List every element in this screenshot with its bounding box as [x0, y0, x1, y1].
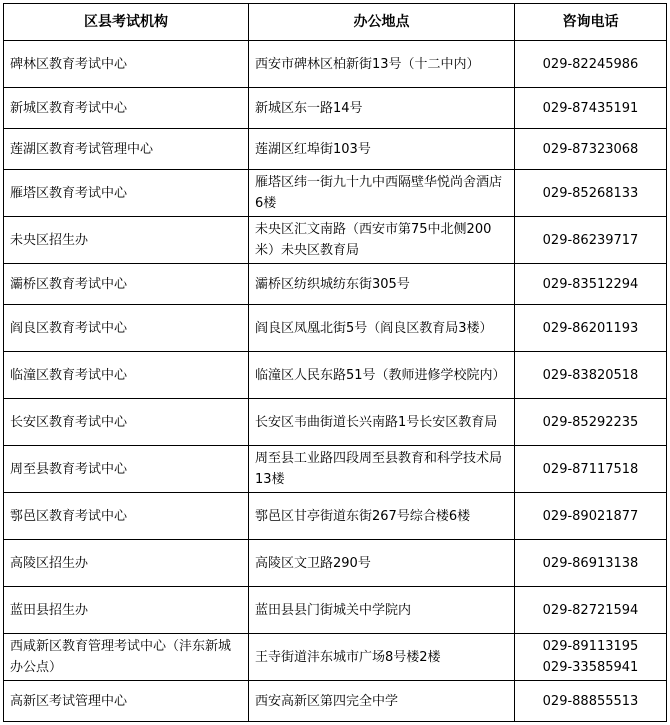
table-row: [4, 305, 667, 352]
phone-cell: [515, 399, 667, 446]
institution-name: 阎良区教育考试中心: [4, 305, 249, 352]
header-phone: 咨询电话: [515, 4, 667, 41]
table-row: [4, 634, 667, 681]
phone-cell: [515, 217, 667, 264]
office-address: 西安市碑林区柏新街13号（十二中内）: [249, 41, 515, 88]
office-address: 阎良区凤凰北街5号（阎良区教育局3楼）: [249, 305, 515, 352]
phone-cell: [515, 634, 667, 681]
office-address: 蓝田县县门街城关中学院内: [249, 587, 515, 634]
office-address: 莲湖区红埠街103号: [249, 129, 515, 170]
office-address: 长安区韦曲街道长兴南路1号长安区教育局: [249, 399, 515, 446]
phone-cell: [515, 41, 667, 88]
phone-number: 029-89113195: [542, 639, 639, 654]
phone-cell: [515, 587, 667, 634]
phone-number: 029-33585941: [542, 660, 639, 675]
table-row: [4, 264, 667, 305]
phone-cell: [515, 681, 667, 722]
table-row: [4, 399, 667, 446]
phone-number: 029-83512294: [542, 276, 639, 292]
header-institution: 区县考试机构: [4, 4, 249, 41]
phone-cell: [515, 170, 667, 217]
phone-number: 029-85292235: [542, 414, 639, 430]
office-address: 灞桥区纺织城纺东街305号: [249, 264, 515, 305]
institution-name: 莲湖区教育考试管理中心: [4, 129, 249, 170]
phone-number: 029-82721594: [542, 602, 639, 618]
table-row: [4, 88, 667, 129]
phone-cell: [515, 493, 667, 540]
institution-name: 碑林区教育考试中心: [4, 41, 249, 88]
phone-cell: [515, 446, 667, 493]
phone-number: 029-88855513: [542, 693, 639, 709]
phone-number: 029-86201193: [542, 320, 639, 336]
institution-name: 未央区招生办: [4, 217, 249, 264]
institution-name: 雁塔区教育考试中心: [4, 170, 249, 217]
institution-name: 长安区教育考试中心: [4, 399, 249, 446]
office-address: 周至县工业路四段周至县教育和科学技术局13楼: [249, 446, 515, 493]
phone-cell: [515, 264, 667, 305]
table-row: [4, 41, 667, 88]
institution-name: 新城区教育考试中心: [4, 88, 249, 129]
table-row: [4, 352, 667, 399]
institution-name: 高陵区招生办: [4, 540, 249, 587]
phone-number: 029-87435191: [542, 100, 639, 116]
office-address: 王寺街道沣东城市广场8号楼2楼: [249, 634, 515, 681]
office-address: 西安高新区第四完全中学: [249, 681, 515, 722]
office-address: 未央区汇文南路（西安市第75中北侧200米）未央区教育局: [249, 217, 515, 264]
office-address: 雁塔区纬一街九十九中西隔壁华悦尚舍酒店6楼: [249, 170, 515, 217]
table-row: [4, 587, 667, 634]
table-row: [4, 681, 667, 722]
table-row: [4, 446, 667, 493]
institution-name: 临潼区教育考试中心: [4, 352, 249, 399]
phone-cell: [515, 540, 667, 587]
phone-cell: [515, 88, 667, 129]
office-address: 新城区东一路14号: [249, 88, 515, 129]
table-row: [4, 170, 667, 217]
phone-number: 029-87323068: [542, 141, 639, 157]
institution-name: 周至县教育考试中心: [4, 446, 249, 493]
header-address: 办公地点: [249, 4, 515, 41]
phone-number: 029-85268133: [542, 185, 639, 201]
phone-number: 029-86239717: [542, 232, 639, 248]
institution-name: 蓝田县招生办: [4, 587, 249, 634]
table-row: [4, 540, 667, 587]
phone-cell: [515, 129, 667, 170]
table-row: [4, 493, 667, 540]
phone-number: 029-82245986: [542, 56, 639, 72]
phone-number: 029-86913138: [542, 555, 639, 571]
table-header-row: [4, 4, 667, 41]
phone-number: 029-87117518: [542, 461, 639, 477]
table-row: [4, 217, 667, 264]
table-row: [4, 129, 667, 170]
office-address: 临潼区人民东路51号（教师进修学校院内）: [249, 352, 515, 399]
institution-name: 西咸新区教育管理考试中心（沣东新城办公点）: [4, 634, 249, 681]
exam-office-table: [3, 3, 667, 722]
phone-cell: [515, 305, 667, 352]
office-address: 高陵区文卫路290号: [249, 540, 515, 587]
institution-name: 灞桥区教育考试中心: [4, 264, 249, 305]
phone-number: 029-83820518: [542, 367, 639, 383]
phone-number: 029-89021877: [542, 508, 639, 524]
institution-name: 鄠邑区教育考试中心: [4, 493, 249, 540]
phone-cell: [515, 352, 667, 399]
office-address: 鄠邑区甘亭街道东街267号综合楼6楼: [249, 493, 515, 540]
institution-name: 高新区考试管理中心: [4, 681, 249, 722]
